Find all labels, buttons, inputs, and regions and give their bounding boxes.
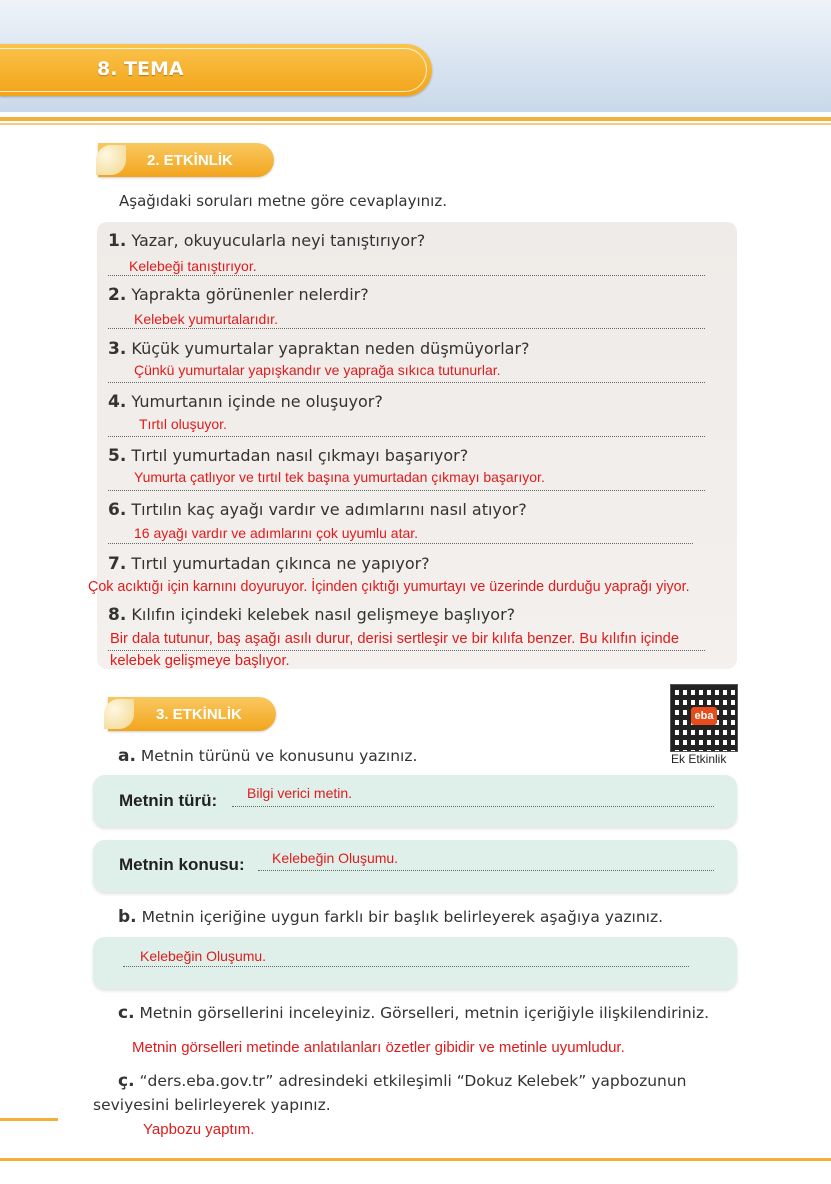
answer-8-line-1[interactable]: Bir dala tutunur, baş aşağı asılı durur, derisi sertleşir ve bir kılıfa benzer. Bu kılıfın içinde — [110, 631, 680, 647]
title-answer[interactable]: Kelebeğin Oluşumu. — [140, 948, 267, 964]
answer-line-3 — [108, 382, 705, 383]
answer-7[interactable]: Çok acıktığı için karnını doyuruyor. İçinden çıktığı yumurtayı ve üzerinde durduğu yaprağı yiyor. — [88, 579, 690, 595]
answer-5[interactable]: Yumurta çatlıyor ve tırtıl tek başına yumurtadan çıkmayı başarıyor. — [134, 469, 545, 485]
answer-line-5 — [108, 490, 705, 491]
answer-line-8 — [108, 650, 705, 651]
answer-8-line-2[interactable]: kelebek gelişmeye başlıyor. — [110, 653, 290, 669]
question-3: 3. Küçük yumurtalar yapraktan neden düşmüyorlar? — [108, 339, 530, 359]
answer-6[interactable]: 16 ayağı vardır ve adımlarını çok uyumlu atar. — [134, 525, 419, 541]
tema-banner — [0, 44, 432, 96]
question-2: 2. Yaprakta görünenler nelerdir? — [108, 285, 369, 305]
tur-answer[interactable]: Bilgi verici metin. — [247, 785, 353, 801]
answer-4[interactable]: Tırtıl oluşuyor. — [139, 416, 227, 432]
task-c-answer[interactable]: Metnin görselleri metinde anlatılanları özetler gibidir ve metinle uyumludur. — [132, 1039, 625, 1056]
answer-1[interactable]: Kelebeği tanıştırıyor. — [129, 258, 257, 274]
eba-logo: eba — [691, 707, 717, 725]
footer-divider — [0, 1158, 831, 1161]
answer-line-6 — [108, 543, 693, 544]
activity3-title: 3. ETKİNLİK — [156, 706, 242, 723]
question-7: 7. Tırtıl yumurtadan çıkınca ne yapıyor? — [108, 554, 430, 574]
task-b: b. Metnin içeriğine uygun farklı bir başlık belirleyerek aşağıya yazınız. — [118, 907, 664, 927]
flower-icon — [96, 145, 126, 175]
qr-code-icon[interactable] — [670, 684, 738, 752]
task-d-line-2: seviyesini belirleyerek yapınız. — [93, 1096, 331, 1114]
flower-icon — [104, 699, 134, 729]
tema-title: 8. TEMA — [97, 58, 184, 80]
answer-line-2 — [108, 328, 705, 329]
answer-2[interactable]: Kelebek yumurtalarıdır. — [134, 311, 278, 327]
activity2-title: 2. ETKİNLİK — [147, 152, 233, 169]
qr-label: Ek Etkinlik — [671, 752, 727, 766]
answer-line-1 — [108, 275, 705, 276]
konu-label: Metnin konusu: — [119, 855, 245, 874]
question-1: 1. Yazar, okuyucularla neyi tanıştırıyor? — [108, 231, 426, 251]
question-8: 8. Kılıfın içindeki kelebek nasıl gelişmeye başlıyor? — [108, 605, 516, 625]
task-a: a. Metnin türünü ve konusunu yazınız. — [118, 746, 418, 766]
answer-3[interactable]: Çünkü yumurtalar yapışkandır ve yaprağa sıkıca tutunurlar. — [134, 362, 501, 378]
konu-line — [258, 870, 714, 871]
activity2-instruction: Aşağıdaki soruları metne göre cevaplayınız. — [119, 192, 447, 210]
task-c: c. Metnin görsellerini inceleyiniz. Görselleri, metnin içeriğiyle ilişkilendiriniz. — [118, 1003, 710, 1023]
tur-line — [232, 806, 714, 807]
header-divider — [0, 117, 831, 121]
konu-answer[interactable]: Kelebeğin Oluşumu. — [272, 850, 399, 866]
header-divider-thin — [0, 123, 831, 125]
task-d-answer[interactable]: Yapbozu yaptım. — [143, 1121, 255, 1138]
page-mark — [0, 1118, 58, 1121]
question-6: 6. Tırtılın kaç ayağı vardır ve adımlarını nasıl atıyor? — [108, 500, 527, 520]
answer-line-4 — [108, 436, 705, 437]
question-4: 4. Yumurtanın içinde ne oluşuyor? — [108, 392, 383, 412]
tur-label: Metnin türü: — [119, 791, 218, 810]
task-d: ç. “ders.eba.gov.tr” adresindeki etkileşimli “Dokuz Kelebek” yapbozunun — [118, 1071, 687, 1091]
question-5: 5. Tırtıl yumurtadan nasıl çıkmayı başarıyor? — [108, 446, 469, 466]
title-line — [123, 966, 689, 967]
